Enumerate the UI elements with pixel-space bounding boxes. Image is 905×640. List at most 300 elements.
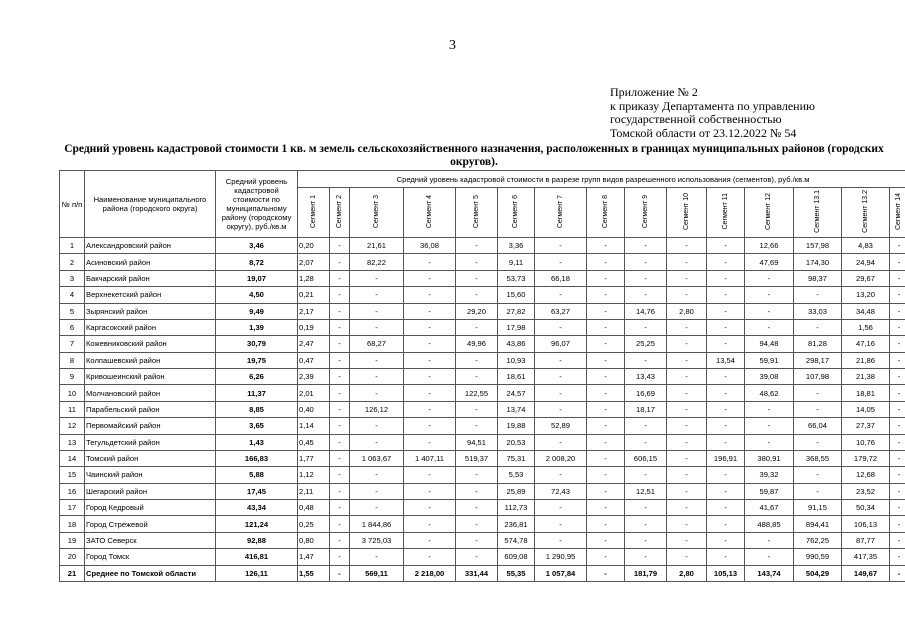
segment-value: 179,72 [842,450,890,466]
header-segment [745,188,794,238]
segment-value: - [535,254,587,270]
segment-value: 196,91 [707,450,745,466]
header-segment [535,188,587,238]
segment-value: 298,17 [794,352,842,368]
district-name: Томский район [85,450,216,466]
segment-value: - [330,385,350,401]
segment-value: - [404,352,456,368]
segment-value: 157,98 [794,238,842,254]
segment-value: - [890,352,905,368]
table-row [60,238,905,254]
segment-value: - [587,401,625,417]
segment-value: 181,79 [625,565,667,582]
segment-value: - [404,500,456,516]
district-name: ЗАТО Северск [85,532,216,548]
row-number: 18 [60,516,85,532]
segment-value: - [625,516,667,532]
segment-value: 91,15 [794,500,842,516]
segment-value: - [350,483,404,499]
segment-value: 13,43 [625,369,667,385]
segment-value: 0,19 [298,319,330,335]
segment-value: - [587,549,625,565]
segment-value: 1,12 [298,467,330,483]
segment-value: - [667,532,707,548]
segment-value: 1,55 [298,565,330,582]
segment-value: 21,86 [842,352,890,368]
segment-value: - [625,467,667,483]
district-name: Парабельский район [85,401,216,417]
segment-value: - [587,303,625,319]
segment-value: - [587,434,625,450]
segment-value: 41,67 [745,500,794,516]
segment-value: - [625,287,667,303]
header-segment [842,188,890,238]
header-segment-label: Сегмент 13.1 [813,190,821,233]
segment-value: 331,44 [456,565,498,582]
segment-value: - [890,303,905,319]
row-number: 7 [60,336,85,352]
segment-value: - [745,418,794,434]
segment-value: - [707,238,745,254]
segment-value: 18,17 [625,401,667,417]
header-segment-label: Сегмент 11 [721,193,729,230]
segment-value: 1 290,95 [535,549,587,565]
segment-value: - [707,401,745,417]
segment-value: - [535,516,587,532]
district-average: 5,88 [216,467,298,483]
segment-value: - [330,336,350,352]
segment-value: 0,25 [298,516,330,532]
segment-value: 9,11 [498,254,535,270]
segment-value: - [535,467,587,483]
segment-value: 59,87 [745,483,794,499]
segment-value: - [667,549,707,565]
row-number: 3 [60,270,85,286]
row-number: 9 [60,369,85,385]
district-name: Город Кедровый [85,500,216,516]
segment-value: 29,67 [842,270,890,286]
segment-value: - [707,270,745,286]
segment-value: 24,57 [498,385,535,401]
district-average: 8,72 [216,254,298,270]
segment-value: - [625,254,667,270]
district-average: 9,49 [216,303,298,319]
segment-value: 72,43 [535,483,587,499]
segment-value: 34,48 [842,303,890,319]
segment-value: 0,45 [298,434,330,450]
segment-value: - [587,483,625,499]
segment-value: 81,28 [794,336,842,352]
segment-value: 68,27 [350,336,404,352]
segment-value: - [890,565,905,582]
district-average: 11,37 [216,385,298,401]
segment-value: - [625,500,667,516]
segment-value: - [330,270,350,286]
segment-value: 380,91 [745,450,794,466]
district-average: 30,79 [216,336,298,352]
segment-value: - [404,319,456,335]
segment-value: - [587,369,625,385]
segment-value: - [587,238,625,254]
segment-value: - [745,287,794,303]
header-segment-label: Сегмент 1 [309,194,317,229]
district-average: 1,39 [216,319,298,335]
appendix-line: государственной собственностью [610,112,782,126]
segment-value: 106,13 [842,516,890,532]
segment-value: 3 725,03 [350,532,404,548]
segment-value: 574,78 [498,532,535,548]
segment-value: 762,25 [794,532,842,548]
segment-value: 1,14 [298,418,330,434]
segment-value: - [330,500,350,516]
segment-value: - [707,254,745,270]
segment-value: - [456,287,498,303]
segment-value: - [667,385,707,401]
segment-value: - [707,500,745,516]
segment-value: - [350,418,404,434]
segment-value: 94,48 [745,336,794,352]
segment-value: - [404,434,456,450]
table-row [60,385,905,401]
segment-value: - [456,532,498,548]
segment-value: - [667,270,707,286]
segment-value: 0,40 [298,401,330,417]
segment-value: - [794,385,842,401]
segment-value: - [587,270,625,286]
row-number: 5 [60,303,85,319]
segment-value: - [330,532,350,548]
segment-value: 368,55 [794,450,842,466]
header-segment-label: Сегмент 13.2 [861,190,869,233]
district-average: 121,24 [216,516,298,532]
segment-value: - [890,369,905,385]
segment-value: - [625,319,667,335]
segment-value: 48,62 [745,385,794,401]
segment-value: - [330,319,350,335]
segment-value: - [890,450,905,466]
table-row [60,319,905,335]
segment-value: - [794,467,842,483]
segment-value: - [890,549,905,565]
segment-value: 5,53 [498,467,535,483]
table-row [60,467,905,483]
segment-value: - [350,270,404,286]
district-name: Кожевниковский район [85,336,216,352]
table-row [60,254,905,270]
segment-value: - [625,549,667,565]
district-average: 3,46 [216,238,298,254]
segment-value: - [667,467,707,483]
district-average: 6,26 [216,369,298,385]
segment-value: 15,60 [498,287,535,303]
district-average: 4,50 [216,287,298,303]
segment-value: - [707,467,745,483]
segment-value: 2,01 [298,385,330,401]
segment-value: - [707,516,745,532]
segment-value: - [667,254,707,270]
segment-value: 2,80 [667,303,707,319]
segment-value: 609,08 [498,549,535,565]
district-average: 3,65 [216,418,298,434]
row-number: 20 [60,549,85,565]
row-number: 6 [60,319,85,335]
segment-value: - [330,516,350,532]
segment-value: 0,48 [298,500,330,516]
header-segment [330,188,350,238]
segment-value: 105,13 [707,565,745,582]
segment-value: - [890,516,905,532]
segment-value: - [890,401,905,417]
segment-value: 3,36 [498,238,535,254]
segment-value: - [456,319,498,335]
segment-value: 10,76 [842,434,890,450]
segment-value: 2,07 [298,254,330,270]
header-segment-label: Сегмент 12 [765,192,773,230]
segment-value: 75,31 [498,450,535,466]
segment-value: - [456,467,498,483]
segment-value: - [890,336,905,352]
segment-value: - [350,369,404,385]
header-segment-group: Средний уровень кадастровой стоимости в разрезе групп видов разрешенного использования (сегментов), руб./кв.м [298,171,905,188]
row-number: 14 [60,450,85,466]
header-segment-label: Сегмент 9 [641,194,649,229]
segment-value: 417,35 [842,549,890,565]
segment-value: 87,77 [842,532,890,548]
district-average: 19,75 [216,352,298,368]
segment-value: 1,47 [298,549,330,565]
segment-value: 23,52 [842,483,890,499]
segment-value: - [456,369,498,385]
segment-value: - [667,238,707,254]
segment-value: 1 844,86 [350,516,404,532]
table-row [60,516,905,532]
segment-value: 66,04 [794,418,842,434]
segment-value: - [667,516,707,532]
segment-value: - [587,352,625,368]
segment-value: 1,77 [298,450,330,466]
row-number: 11 [60,401,85,417]
header-segment [587,188,625,238]
row-number: 15 [60,467,85,483]
table-row [60,450,905,466]
header-segment-label: Сегмент 8 [601,194,609,229]
segment-value: - [330,401,350,417]
segment-value: - [350,467,404,483]
segment-value: 43,86 [498,336,535,352]
segment-value: 149,67 [842,565,890,582]
segment-value: 126,12 [350,401,404,417]
district-name: Среднее по Томской области [85,565,216,582]
segment-value: 21,61 [350,238,404,254]
segment-value: - [350,549,404,565]
appendix-line: к приказу Департамента по управлению [610,98,815,113]
segment-value: - [890,385,905,401]
header-segment-label: Сегмент 3 [372,194,380,229]
header-number: № п/п [60,171,85,238]
table-row [60,401,905,417]
district-name: Асиновский район [85,254,216,270]
segment-value: - [707,319,745,335]
segment-value: 25,25 [625,336,667,352]
table-row [60,270,905,286]
segment-value: - [404,336,456,352]
segment-value: - [745,303,794,319]
segment-value: - [707,549,745,565]
header-segment [498,188,535,238]
segment-value: - [404,303,456,319]
segment-value: - [707,369,745,385]
row-number: 19 [60,532,85,548]
segment-value: - [667,500,707,516]
segment-value: - [667,418,707,434]
segment-value: - [794,401,842,417]
segment-value: - [587,565,625,582]
segment-value: 12,66 [745,238,794,254]
segment-value: - [794,287,842,303]
segment-value: 2,80 [667,565,707,582]
segment-value: - [404,287,456,303]
row-number: 12 [60,418,85,434]
segment-value: 21,38 [842,369,890,385]
row-number: 10 [60,385,85,401]
segment-value: - [625,238,667,254]
segment-value: - [330,467,350,483]
segment-value: - [404,418,456,434]
segment-value: - [587,418,625,434]
segment-value: - [890,434,905,450]
segment-value: - [587,500,625,516]
segment-value: 0,20 [298,238,330,254]
segment-value: - [330,434,350,450]
segment-value: - [890,467,905,483]
table-row [60,500,905,516]
segment-value: - [350,303,404,319]
segment-value: - [587,467,625,483]
segment-value: - [625,270,667,286]
segment-value: 39,32 [745,467,794,483]
segment-value: 13,54 [707,352,745,368]
district-name: Чаинский район [85,467,216,483]
segment-value: - [330,238,350,254]
appendix-line: Томской области от 23.12.2022 № 54 [610,125,797,140]
segment-value: - [456,418,498,434]
segment-value: 488,85 [745,516,794,532]
segment-value: 55,35 [498,565,535,582]
segment-value: - [587,287,625,303]
segment-value: - [330,254,350,270]
segment-value: 36,08 [404,238,456,254]
appendix-header [610,86,815,140]
row-number: 1 [60,238,85,254]
segment-value: 1 063,67 [350,450,404,466]
segment-value: 39,08 [745,369,794,385]
segment-value: - [456,500,498,516]
segment-value: 2,11 [298,483,330,499]
segment-value: 52,89 [535,418,587,434]
segment-value: 504,29 [794,565,842,582]
header-name: Наименование муниципального района (городского округа) [85,171,216,238]
segment-value: 98,37 [794,270,842,286]
table-row [60,434,905,450]
header-segment-label: Сегмент 10 [682,192,690,230]
district-name: Город Стрежевой [85,516,216,532]
segment-value: - [707,418,745,434]
segment-value: 1,28 [298,270,330,286]
header-segment [404,188,456,238]
segment-value: - [456,549,498,565]
segment-value: - [625,434,667,450]
segment-value: - [535,352,587,368]
table-row [60,483,905,499]
segment-value: - [350,500,404,516]
segment-value: 53,73 [498,270,535,286]
segment-value: - [707,385,745,401]
segment-value: 990,59 [794,549,842,565]
row-number: 13 [60,434,85,450]
segment-value: 1 407,11 [404,450,456,466]
segment-value: - [456,254,498,270]
segment-value: - [667,401,707,417]
table-row [60,532,905,548]
segment-value: - [330,369,350,385]
segment-value: - [350,287,404,303]
segment-value: - [667,369,707,385]
segment-value: 96,07 [535,336,587,352]
segment-value: 2,39 [298,369,330,385]
cadastral-cost-table [59,170,905,582]
segment-value: 606,15 [625,450,667,466]
segment-value: 2 008,20 [535,450,587,466]
district-name: Тегульдетский район [85,434,216,450]
segment-value: - [707,303,745,319]
segment-value: - [587,336,625,352]
segment-value: - [404,270,456,286]
district-name: Александровский район [85,238,216,254]
segment-value: - [707,532,745,548]
district-name: Колпашевский район [85,352,216,368]
segment-value: 18,61 [498,369,535,385]
segment-value: - [745,532,794,548]
segment-value: 122,55 [456,385,498,401]
segment-value: 49,96 [456,336,498,352]
segment-value: - [890,238,905,254]
segment-value: 25,89 [498,483,535,499]
district-name: Верхнекетский район [85,287,216,303]
segment-value: - [625,418,667,434]
segment-value: - [794,319,842,335]
segment-value: - [625,352,667,368]
district-name: Молчановский район [85,385,216,401]
segment-value: - [350,385,404,401]
header-segment [794,188,842,238]
segment-value: - [456,352,498,368]
segment-value: 63,27 [535,303,587,319]
segment-value: 59,91 [745,352,794,368]
header-segment-label: Сегмент 2 [335,194,343,229]
segment-value: 14,76 [625,303,667,319]
segment-value: 2 218,00 [404,565,456,582]
segment-value: - [707,336,745,352]
segment-value: 18,81 [842,385,890,401]
district-name: Кривошеинский район [85,369,216,385]
segment-value: - [350,434,404,450]
table-row [60,549,905,565]
district-average: 19,07 [216,270,298,286]
header-segment [456,188,498,238]
row-number: 16 [60,483,85,499]
document-title: Средний уровень кадастровой стоимости 1 кв. м земель сельскохозяйственного назначения, расположенных в границах муниципальных районов (городских округов). [64,143,884,168]
segment-value: - [535,369,587,385]
